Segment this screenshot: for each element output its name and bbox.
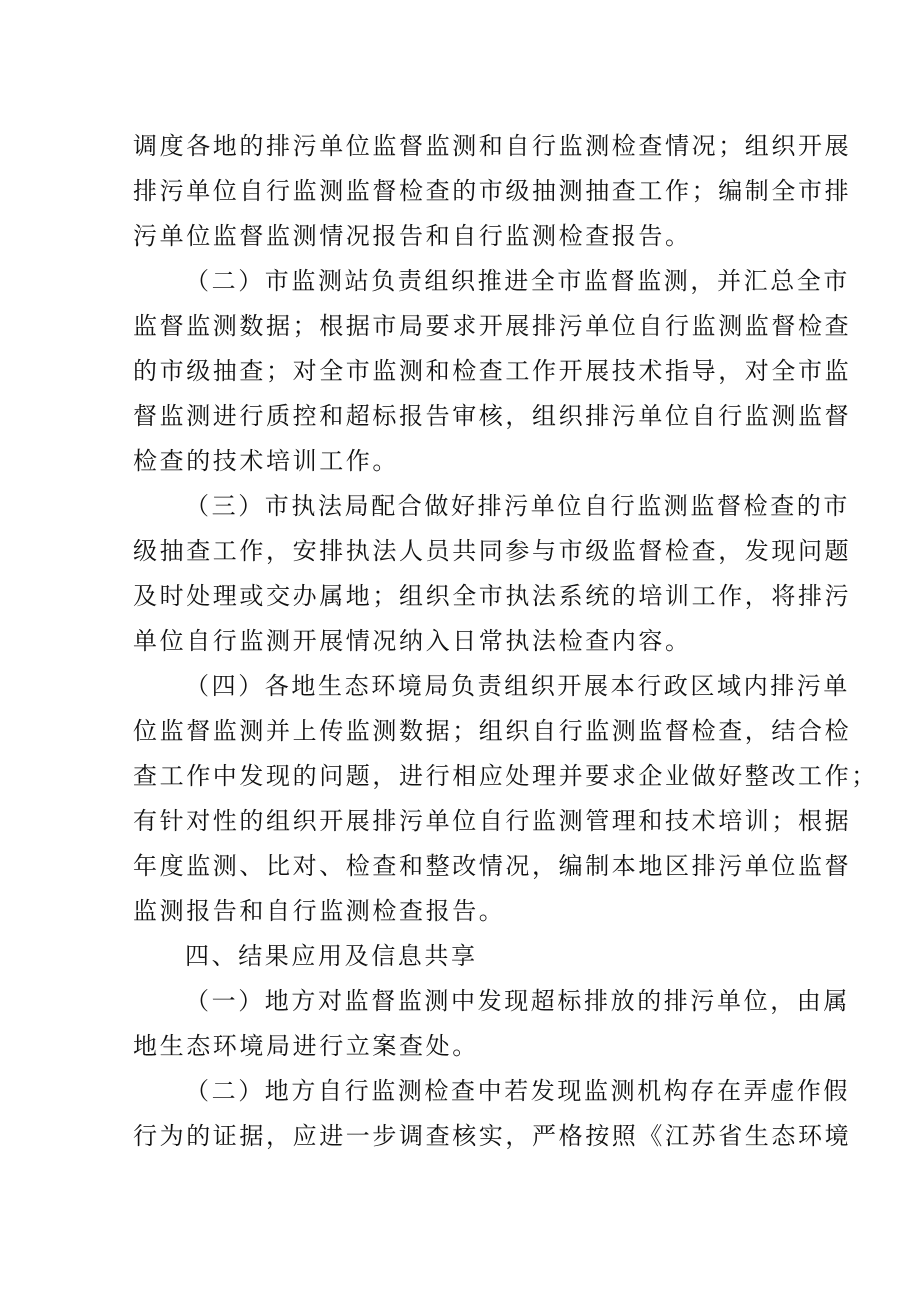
paragraph-line: 行为的证据，应进一步调查核实，严格按照《江苏省生态环境 <box>133 1122 852 1150</box>
paragraph-line: 排污单位自行监测监督检查的市级抽测抽查工作；编制全市排 <box>133 177 852 205</box>
paragraph-line: 监督监测数据；根据市局要求开展排污单位自行监测监督检查 <box>133 312 852 340</box>
paragraph-line: （四）各地生态环境局负责组织开展本行政区域内排污单 <box>185 672 850 700</box>
paragraph-line: 位监督监测并上传监测数据；组织自行监测监督检查，结合检 <box>133 717 852 745</box>
paragraph-line: 年度监测、比对、检查和整改情况，编制本地区排污单位监督 <box>133 852 852 880</box>
paragraph-line: 级抽查工作，安排执法人员共同参与市级监督检查，发现问题 <box>133 537 852 565</box>
document-body <box>133 124 878 1159</box>
paragraph-line: 监测报告和自行监测检查报告。 <box>133 897 506 925</box>
paragraph-line: 的市级抽查；对全市监测和检查工作开展技术指导，对全市监 <box>133 357 852 385</box>
paragraph-line: 地生态环境局进行立案查处。 <box>133 1032 479 1060</box>
paragraph-line: 督监测进行质控和超标报告审核，组织排污单位自行监测监督 <box>133 402 852 430</box>
paragraph-line: 查工作中发现的问题，进行相应处理并要求企业做好整改工作； <box>133 762 878 790</box>
paragraph-line: 单位自行监测开展情况纳入日常执法检查内容。 <box>133 627 692 655</box>
paragraph-line: 及时处理或交办属地；组织全市执法系统的培训工作，将排污 <box>133 582 852 610</box>
paragraph-line: 检查的技术培训工作。 <box>133 447 399 475</box>
paragraph-line: 污单位监督监测情况报告和自行监测检查报告。 <box>133 222 692 250</box>
paragraph-line: （一）地方对监督监测中发现超标排放的排污单位，由属 <box>185 987 850 1015</box>
paragraph-line: （二）地方自行监测检查中若发现监测机构存在弄虚作假 <box>185 1077 850 1105</box>
paragraph-line: 有针对性的组织开展排污单位自行监测管理和技术培训；根据 <box>133 807 852 835</box>
section-heading: 四、结果应用及信息共享 <box>185 942 478 970</box>
paragraph-line: （二）市监测站负责组织推进全市监督监测，并汇总全市 <box>185 267 850 295</box>
paragraph-line: （三）市执法局配合做好排污单位自行监测监督检查的市 <box>185 492 850 520</box>
paragraph-line: 调度各地的排污单位监督监测和自行监测检查情况；组织开展 <box>133 132 852 160</box>
